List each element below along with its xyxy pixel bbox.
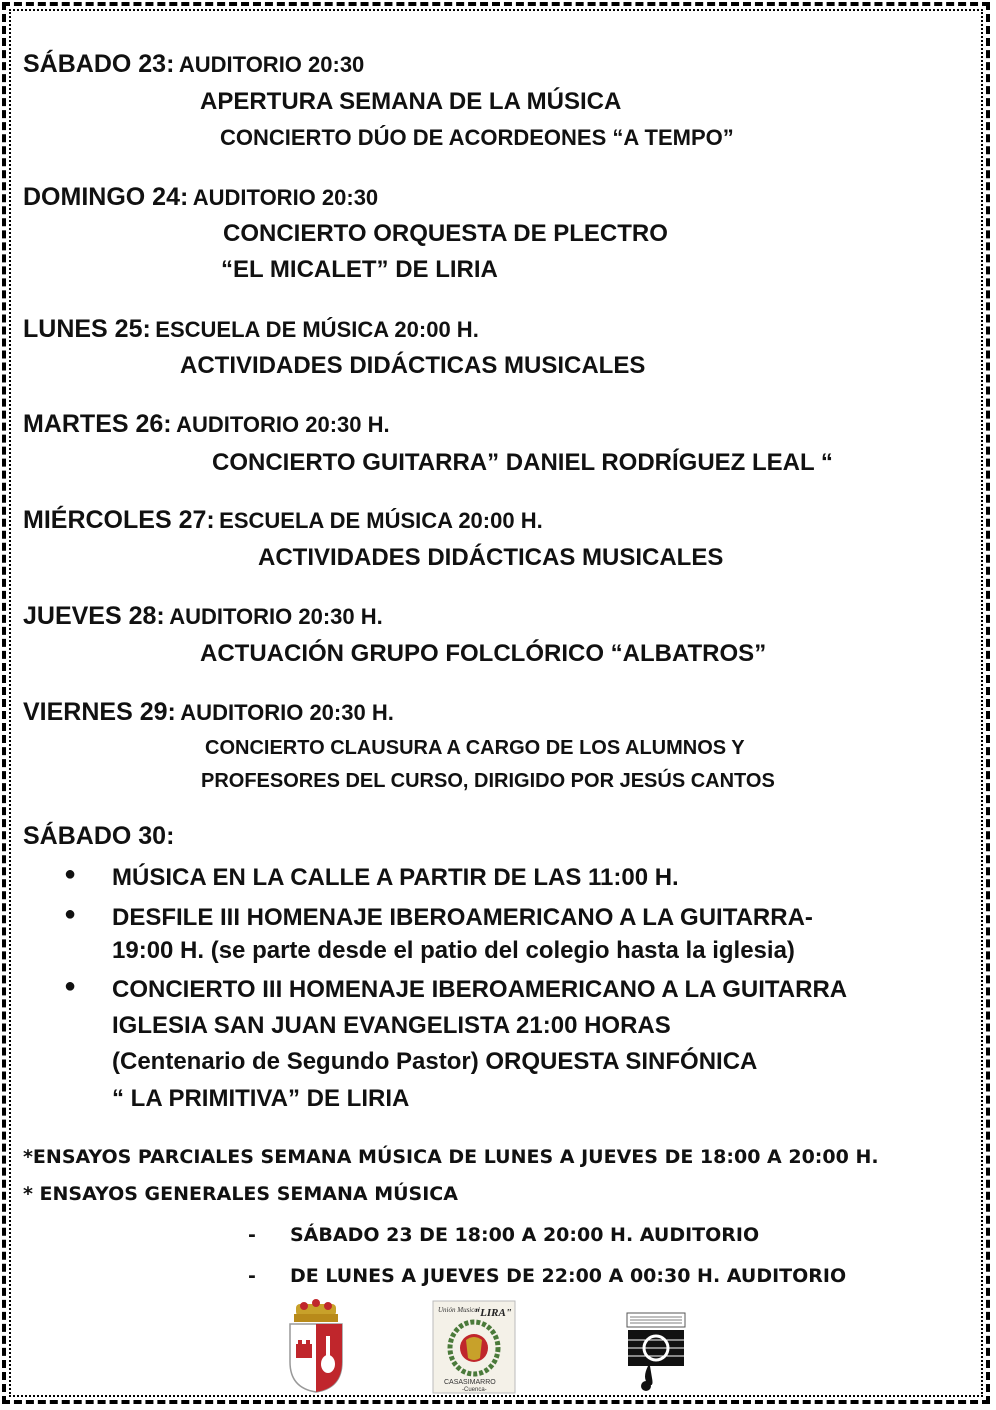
bullet-line: “ LA PRIMITIVA” DE LIRIA — [112, 1085, 410, 1112]
event-line: CONCIERTO CLAUSURA A CARGO DE LOS ALUMNOS Y — [205, 737, 745, 759]
event-place: ESCUELA DE MÚSICA 20:00 H. — [219, 508, 543, 533]
event-sabado-23 — [23, 50, 364, 79]
note-dash: - — [248, 1265, 256, 1287]
event-place: AUDITORIO 20:30 — [192, 185, 379, 210]
event-place: AUDITORIO 20:30 H. — [180, 700, 394, 725]
event-sabado-30-day: SÁBADO 30: — [23, 822, 175, 850]
event-day: VIERNES 29: — [23, 698, 176, 726]
union-name-text: "LIRA" — [474, 1307, 512, 1319]
bullet-line: DESFILE III HOMENAJE IBEROAMERICANO A LA GUITARRA- — [112, 904, 813, 931]
event-day: MARTES 26: — [23, 410, 172, 438]
event-line: ACTIVIDADES DIDÁCTICAS MUSICALES — [258, 544, 724, 571]
union-bottom-text: CASASIMARRO — [444, 1379, 496, 1386]
note-dash: - — [248, 1224, 256, 1246]
event-line: APERTURA SEMANA DE LA MÚSICA — [200, 88, 622, 115]
event-line: CONCIERTO DÚO DE ACORDEONES “A TEMPO” — [220, 125, 734, 150]
note-item: SÁBADO 23 DE 18:00 A 20:00 H. AUDITORIO — [290, 1224, 760, 1246]
event-day: DOMINGO 24: — [23, 183, 189, 211]
event-place: AUDITORIO 20:30 H. — [169, 604, 383, 629]
event-miercoles-27 — [23, 506, 543, 535]
bullet-line: 19:00 H. (se parte desde el patio del colegio hasta la iglesia) — [112, 937, 795, 964]
event-jueves-28 — [23, 602, 383, 631]
event-place: AUDITORIO 20:30 H. — [176, 412, 390, 437]
union-musical-lira-logo — [432, 1300, 516, 1394]
event-line: “EL MICALET” DE LIRIA — [221, 256, 498, 283]
note-partial: *ENSAYOS PARCIALES SEMANA MÚSICA DE LUNES A JUEVES DE 18:00 A 20:00 H. — [23, 1146, 879, 1168]
event-line: ACTIVIDADES DIDÁCTICAS MUSICALES — [180, 352, 646, 379]
event-day: SÁBADO 23: — [23, 50, 175, 78]
union-sub-text: -Cuenca- — [462, 1387, 487, 1393]
event-lunes-25 — [23, 315, 479, 344]
event-line: ACTUACIÓN GRUPO FOLCLÓRICO “ALBATROS” — [200, 640, 767, 667]
bullet-dot: ● — [64, 863, 77, 885]
note-general: * ENSAYOS GENERALES SEMANA MÚSICA — [23, 1183, 458, 1205]
event-line: PROFESORES DEL CURSO, DIRIGIDO POR JESÚS CANTOS — [201, 770, 775, 792]
bullet-dot: ● — [64, 975, 77, 997]
event-viernes-29 — [23, 698, 394, 727]
event-domingo-24 — [23, 183, 378, 212]
bullet-dot: ● — [64, 903, 77, 925]
event-place: ESCUELA DE MÚSICA 20:00 H. — [155, 317, 479, 342]
event-day: JUEVES 28: — [23, 602, 165, 630]
event-place: AUDITORIO 20:30 — [178, 52, 365, 77]
bullet-line: MÚSICA EN LA CALLE A PARTIR DE LAS 11:00 H. — [112, 864, 679, 891]
event-line: CONCIERTO GUITARRA” DANIEL RODRÍGUEZ LEAL “ — [212, 449, 833, 476]
event-martes-26 — [23, 410, 390, 439]
event-day: MIÉRCOLES 27: — [23, 506, 215, 534]
event-line: CONCIERTO ORQUESTA DE PLECTRO — [223, 220, 668, 247]
municipal-shield-logo — [286, 1298, 346, 1394]
event-day: LUNES 25: — [23, 315, 151, 343]
note-item: DE LUNES A JUEVES DE 22:00 A 00:30 H. AUDITORIO — [290, 1265, 847, 1287]
bullet-line: (Centenario de Segundo Pastor) ORQUESTA SINFÓNICA — [112, 1048, 758, 1075]
escuela-musica-logo — [626, 1312, 686, 1394]
bullet-line: IGLESIA SAN JUAN EVANGELISTA 21:00 HORAS — [112, 1012, 671, 1039]
union-top-text: Unión Musical — [438, 1306, 480, 1314]
bullet-line: CONCIERTO III HOMENAJE IBEROAMERICANO A LA GUITARRA — [112, 976, 848, 1003]
